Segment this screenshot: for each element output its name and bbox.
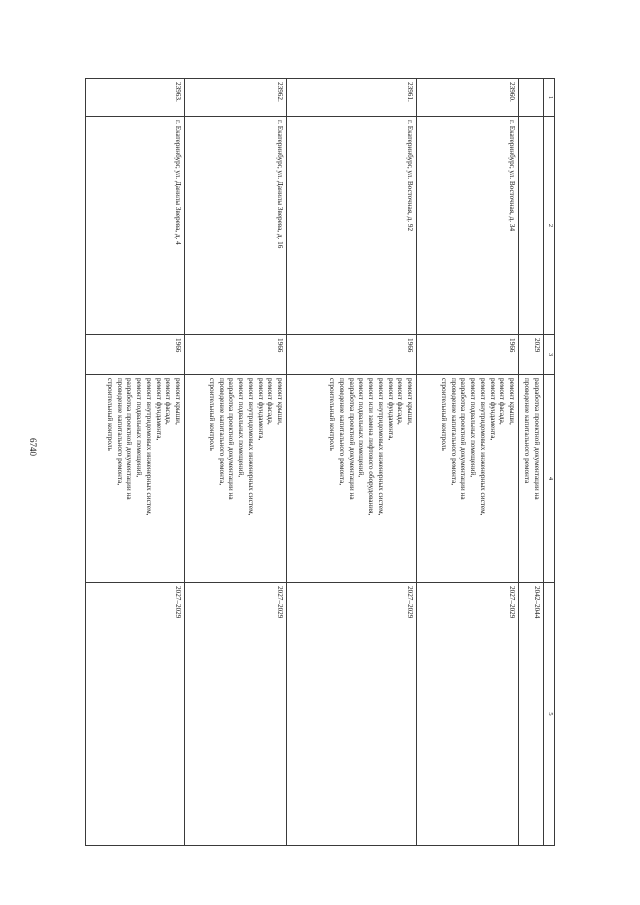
works-line: проведение капитального ремонта, — [217, 378, 226, 486]
row-address: г. Екатеринбург, ул. Восточная, д. 92 — [287, 117, 417, 335]
row-works — [417, 375, 519, 583]
row-period: 2027–2029 — [86, 583, 185, 846]
table-row — [86, 79, 185, 846]
row-num: 23961. — [287, 79, 417, 117]
continuation-address — [519, 117, 544, 335]
table-row — [185, 79, 287, 846]
works-line: ремонт внутридомовых инженерных систем, — [478, 378, 487, 516]
row-year: 1966 — [185, 335, 287, 375]
register-table — [85, 78, 555, 846]
works-line: ремонт подвальных помещений, — [469, 378, 478, 478]
row-address: г. Екатеринбург, ул. Восточная, д. 34 — [417, 117, 519, 335]
row-year: 1966 — [86, 335, 185, 375]
works-line: ремонт фасада, — [498, 378, 507, 425]
row-period: 2027–2029 — [417, 583, 519, 846]
row-works — [86, 375, 185, 583]
works-line: разработка проектной документации на — [227, 378, 236, 500]
works-line: проведение капитального ремонта, — [337, 378, 346, 486]
works-line: ремонт крыши, — [174, 378, 182, 425]
page-number-wrap — [28, 438, 40, 468]
header-col-1: 1 — [544, 79, 555, 117]
works-line: ремонт или замена лифтового оборудования, — [367, 378, 376, 516]
header-col-5: 5 — [544, 583, 555, 846]
row-address: г. Екатеринбург, ул. Данилы Зверева, д. 4 — [86, 117, 185, 335]
works-line: ремонт фундамента, — [154, 378, 163, 441]
works-line: ремонт внутридомовых инженерных систем, — [376, 378, 385, 516]
row-works — [287, 375, 417, 583]
header-col-2: 2 — [544, 117, 555, 335]
works-line: ремонт подвальных помещений, — [237, 378, 246, 478]
register-table-rotated — [85, 78, 555, 845]
row-num: 23963. — [86, 79, 185, 117]
continuation-works-line: проведение капитального ремонта — [523, 378, 532, 484]
row-num: 23962. — [185, 79, 287, 117]
works-line: строительный контроль — [328, 378, 337, 451]
works-line: строительный контроль — [439, 378, 448, 451]
works-line: ремонт крыши, — [276, 378, 284, 425]
continuation-period: 2042–2044 — [519, 583, 544, 846]
works-line: ремонт фундамента, — [386, 378, 395, 441]
works-line: ремонт крыши, — [406, 378, 414, 425]
table-row — [287, 79, 417, 846]
works-line: ремонт фундамента, — [488, 378, 497, 441]
row-period: 2027–2029 — [185, 583, 287, 846]
row-address: г. Екатеринбург, ул. Данилы Зверева, д. 16 — [185, 117, 287, 335]
page-number: 6740 — [28, 438, 38, 456]
continuation-num — [519, 79, 544, 117]
works-line: ремонт подвальных помещений, — [357, 378, 366, 478]
table-row — [417, 79, 519, 846]
header-row — [544, 79, 555, 846]
works-line: ремонт внутридомовых инженерных систем, — [144, 378, 153, 516]
works-line: ремонт крыши, — [508, 378, 516, 425]
works-line: проведение капитального ремонта, — [115, 378, 124, 486]
row-year: 1966 — [417, 335, 519, 375]
works-line: строительный контроль — [207, 378, 216, 451]
row-year: 1966 — [287, 335, 417, 375]
continuation-year: 2029 — [519, 335, 544, 375]
works-line: ремонт подвальных помещений, — [135, 378, 144, 478]
header-col-4: 4 — [544, 375, 555, 583]
works-line: проведение капитального ремонта, — [449, 378, 458, 486]
works-line: ремонт внутридомовых инженерных систем, — [246, 378, 255, 516]
works-line: разработка проектной документации на — [347, 378, 356, 500]
works-line: строительный контроль — [105, 378, 114, 451]
continuation-row — [519, 79, 544, 846]
works-line: ремонт фасада, — [396, 378, 405, 425]
works-line: разработка проектной документации на — [125, 378, 134, 500]
works-line: ремонт фундамента, — [256, 378, 265, 441]
row-period: 2027–2029 — [287, 583, 417, 846]
row-works — [185, 375, 287, 583]
header-col-3: 3 — [544, 335, 555, 375]
works-line: ремонт фасада, — [164, 378, 173, 425]
row-num: 23960. — [417, 79, 519, 117]
works-line: разработка проектной документации на — [459, 378, 468, 500]
continuation-works — [519, 375, 544, 583]
continuation-works-line: разработка проектной документации на — [533, 378, 541, 500]
works-line: ремонт фасада, — [266, 378, 275, 425]
